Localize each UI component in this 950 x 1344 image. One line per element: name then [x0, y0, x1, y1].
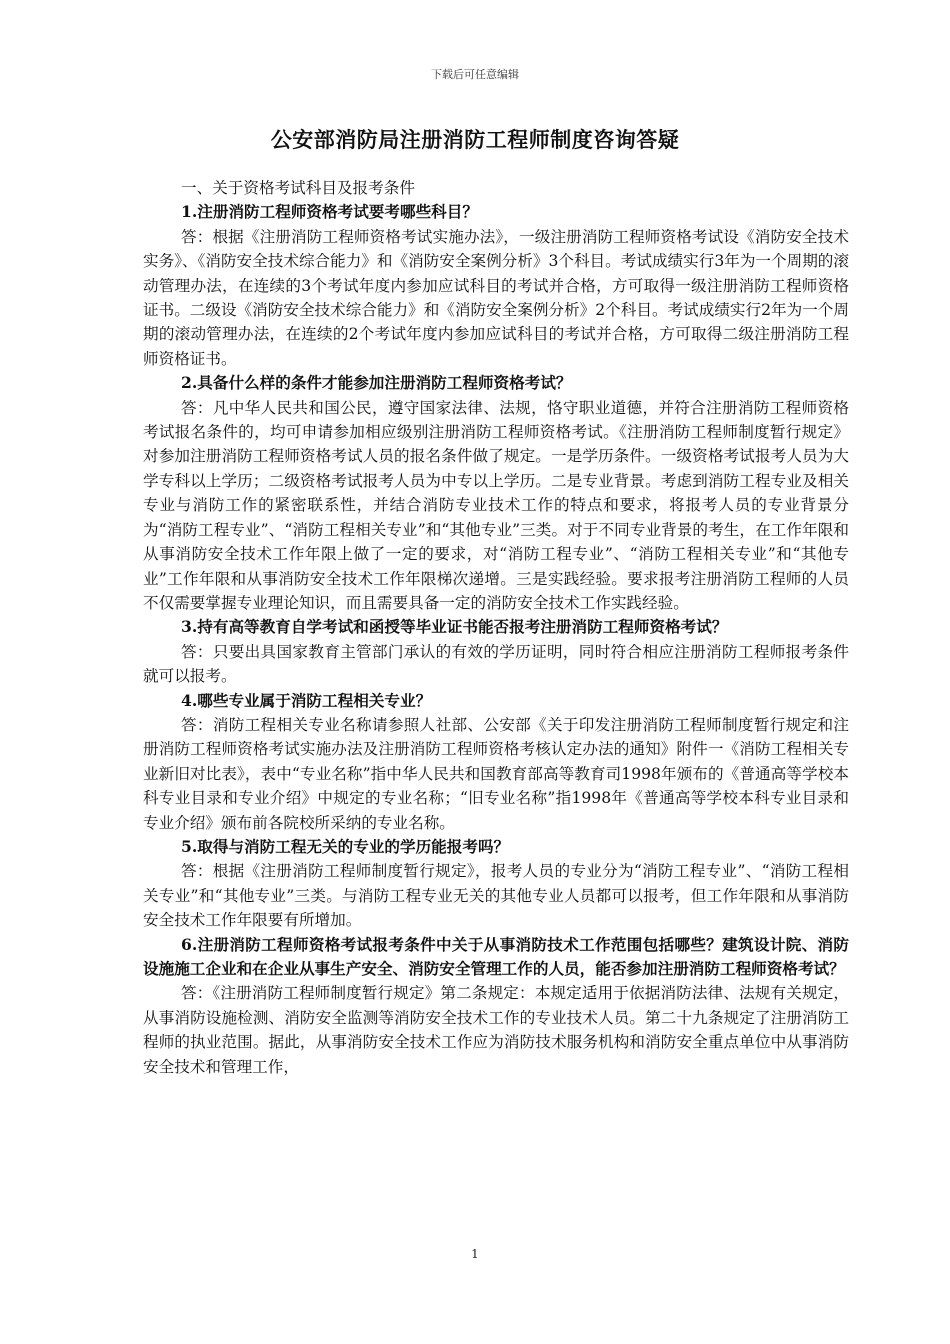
question-2: 2.具备什么样的条件才能参加注册消防工程师资格考试？ [181, 373, 572, 393]
question-6: 6.注册消防工程师资格考试报考条件中关于从事消防技术工作范围包括哪些？建筑设计院、消防设施施工企业和在企业从事生产安全、消防安全管理工作的人员，能否参加注册消防工程师资格考试？ [143, 934, 849, 978]
answer-6: 答：《注册消防工程师制度暂行规定》第二条规定：本规定适用于依据消防法律、法规有关规定，从事消防设施检测、消防安全监测等消防安全技术工作的专业技术人员。第二十九条规定了注册消防工程师的执业范围。据此，从事消防安全技术工作应为消防技术服务机构和消防安全重点单位中从事消防安全技术和管理工作， [143, 984, 849, 1076]
answer-1: 答：根据《注册消防工程师资格考试实施办法》，一级注册消防工程师资格考试设《消防安全技术实务》、《消防安全技术综合能力》和《消防安全案例分析》3个科目。考试成绩实行3年为一个周期的滚动管理办法，在连续的3个考试年度内参加应试科目的考试并合格，方可取得一级注册消防工程师资格证书。二级设《消防安全技术综合能力》和《消防安全案例分析》2个科目。考试成绩实行2年为一个周期的滚动管理办法，在连续的2个考试年度内参加应试科目的考试并合格，方可取得二级注册消防工程师资格证书。 [143, 227, 849, 368]
document-body [143, 176, 849, 1079]
question-4: 4.哪些专业属于消防工程相关专业？ [181, 690, 432, 710]
question-5: 5.取得与消防工程无关的专业的学历能报考吗？ [181, 836, 510, 856]
question-3: 3.持有高等教育自学考试和函授等毕业证书能否报考注册消防工程师资格考试？ [181, 617, 728, 637]
answer-3: 答：只要出具国家教育主管部门承认的有效的学历证明，同时符合相应注册消防工程师报考条件就可以报考。 [143, 642, 849, 686]
page-number: 1 [471, 1247, 479, 1261]
answer-5: 答：根据《注册消防工程师制度暂行规定》，报考人员的专业分为“消防工程专业”、“消防工程相关专业”和“其他专业”三类。与消防工程专业无关的其他专业人员都可以报考，但工作年限和从事消防安全技术工作年限要有所增加。 [143, 862, 849, 930]
answer-4: 答：消防工程相关专业名称请参照人社部、公安部《关于印发注册消防工程师制度暂行规定和注册消防工程师资格考试实施办法及注册消防工程师资格考核认定办法的通知》附件一《消防工程相关专业新旧对比表》，表中“专业名称”指中华人民共和国教育部高等教育司1998年颁布的《普通高等学校本科专业目录和专业介绍》中规定的专业名称；“旧专业名称”指1998年《普通高等学校本科专业目录和专业介绍》颁布前各院校所采纳的专业名称。 [143, 715, 849, 832]
header-note: 下载后可任意编辑 [431, 68, 519, 81]
document-title: 公安部消防局注册消防工程师制度咨询答疑 [270, 127, 680, 152]
section-heading: 一、关于资格考试科目及报考条件 [181, 179, 415, 197]
question-1: 1.注册消防工程师资格考试要考哪些科目？ [181, 202, 478, 222]
answer-2: 答：凡中华人民共和国公民，遵守国家法律、法规，恪守职业道德，并符合注册消防工程师资格考试报名条件的，均可申请参加相应级别注册消防工程师资格考试。《注册消防工程师制度暂行规定》对参加注册消防工程师资格考试人员的报名条件做了规定。一是学历条件。一级资格考试报考人员为大学专科以上学历；二级资格考试报考人员为中专以上学历。二是专业背景。考虑到消防工程专业及相关专业与消防工作的紧密联系性，并结合消防专业技术工作的特点和要求，将报考人员的专业背景分为“消防工程专业”、“消防工程相关专业”和“其他专业”三类。对于不同专业背景的考生，在工作年限和从事消防安全技术工作年限上做了一定的要求，对“消防工程专业”、“消防工程相关专业”和“其他专业”工作年限和从事消防安全技术工作年限梯次递增。三是实践经验。要求报考注册消防工程师的人员不仅需要掌握专业理论知识，而且需要具备一定的消防安全技术工作实践经验。 [143, 398, 849, 612]
